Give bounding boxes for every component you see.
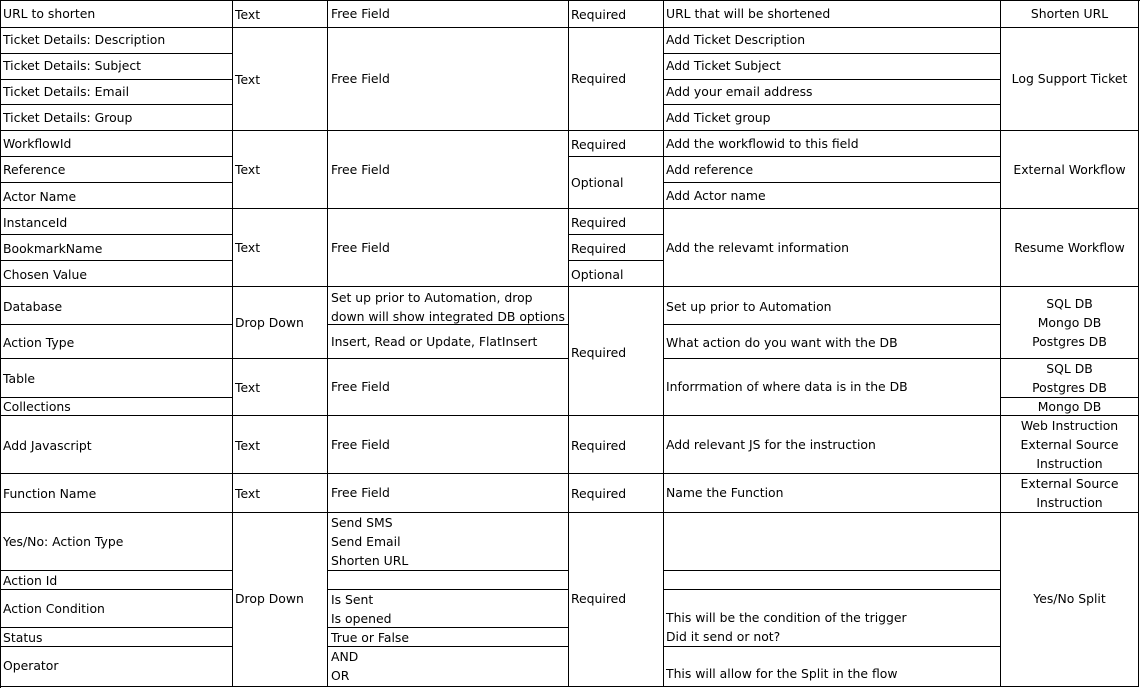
description-label: This will be the condition of the trigger [666, 610, 907, 625]
requirement-label: Required [571, 591, 627, 606]
description-label: Name the Function [666, 485, 784, 500]
node-label: Web Instruction [1020, 418, 1119, 433]
node-label: Mongo DB [1037, 315, 1102, 330]
cell-type[interactable] [233, 513, 328, 687]
input-label: True or False [331, 630, 409, 645]
cell-description[interactable] [664, 647, 1001, 687]
requirement-label: Required [571, 486, 627, 501]
field-label: Action Id [3, 573, 58, 588]
cell-type[interactable] [233, 28, 328, 131]
cell-requirement[interactable] [569, 209, 664, 235]
node-label: Log Support Ticket [1011, 71, 1128, 86]
cell-description[interactable] [664, 359, 1001, 416]
cell-field-chosen-value[interactable] [0, 261, 233, 287]
description-label: URL that will be shortened [666, 6, 831, 21]
field-label: Yes/No: Action Type [3, 534, 124, 549]
description-label: Add Actor name [666, 188, 766, 203]
node-label: SQL DB [1046, 361, 1093, 376]
input-label: Is Sent [331, 592, 374, 607]
input-label: Free Field [331, 240, 390, 255]
field-label: WorkflowId [3, 136, 72, 151]
cell-type[interactable] [233, 416, 328, 474]
cell-input[interactable] [328, 209, 569, 287]
field-label: Function Name [3, 486, 97, 501]
cell-field-ticket-email[interactable] [0, 80, 233, 105]
cell-field-action-type[interactable] [0, 325, 233, 359]
field-label: Operator [3, 658, 59, 673]
field-label: Ticket Details: Group [3, 110, 133, 125]
type-label: Drop Down [235, 591, 304, 606]
cell-input[interactable] [328, 359, 569, 416]
cell-description[interactable] [664, 54, 1001, 80]
cell-node[interactable] [1001, 287, 1139, 359]
requirement-label: Required [571, 345, 627, 360]
cell-field-function-name[interactable] [0, 474, 233, 513]
cell-field-ticket-subject[interactable] [0, 54, 233, 80]
type-label: Text [235, 7, 261, 22]
node-label: Postgres DB [1032, 334, 1107, 349]
field-label: Database [3, 299, 63, 314]
description-label: Add the workflowid to this field [666, 136, 859, 151]
field-label: Action Condition [3, 601, 105, 616]
description-label: Add reference [666, 162, 754, 177]
cell-field-add-javascript[interactable] [0, 416, 233, 474]
description-label: What action do you want with the DB [666, 335, 898, 350]
cell-type[interactable] [233, 474, 328, 513]
cell-field-reference[interactable] [0, 157, 233, 183]
cell-requirement[interactable] [569, 287, 664, 416]
description-label: Add relevant JS for the instruction [666, 437, 876, 452]
cell-requirement[interactable] [569, 261, 664, 287]
description-label: Add your email address [666, 84, 813, 99]
cell-field-bookmarkname[interactable] [0, 235, 233, 261]
cell-field-ticket-group[interactable] [0, 105, 233, 131]
cell-node[interactable] [1001, 359, 1139, 398]
cell-node[interactable] [1001, 0, 1139, 28]
type-label: Text [235, 486, 261, 501]
node-label: Postgres DB [1032, 380, 1107, 395]
cell-node[interactable] [1001, 131, 1139, 209]
cell-requirement[interactable] [569, 131, 664, 157]
requirement-label: Required [571, 438, 627, 453]
cell-node[interactable] [1001, 416, 1139, 474]
cell-description[interactable] [664, 157, 1001, 183]
description-label: This will allow for the Split in the flow [666, 666, 898, 681]
input-label: Free Field [331, 71, 390, 86]
cell-type[interactable] [233, 209, 328, 287]
description-label: Did it send or not? [666, 629, 781, 644]
node-label: External Source [1020, 476, 1119, 491]
cell-field-collections[interactable] [0, 398, 233, 416]
cell-description-empty[interactable] [664, 513, 1001, 571]
description-label: Add Ticket group [666, 110, 771, 125]
field-label: Ticket Details: Description [3, 32, 166, 47]
node-label: External Source [1020, 437, 1119, 452]
cell-description[interactable] [664, 416, 1001, 474]
cell-input[interactable] [328, 647, 569, 687]
requirement-label: Required [571, 137, 627, 152]
cell-field-operator[interactable] [0, 647, 233, 687]
cell-input[interactable] [328, 0, 569, 28]
node-label: Instruction [1036, 495, 1103, 510]
description-label: Add the relevamt information [666, 240, 850, 255]
field-label: Status [3, 630, 43, 645]
cell-field-action-condition[interactable] [0, 590, 233, 628]
cell-description[interactable] [664, 183, 1001, 209]
requirement-label: Required [571, 7, 627, 22]
cell-input[interactable] [328, 628, 569, 647]
field-label: URL to shorten [3, 6, 96, 21]
field-label: Action Type [3, 335, 75, 350]
cell-type[interactable] [233, 131, 328, 209]
description-label: Add Ticket Subject [666, 58, 781, 73]
description-label: Add Ticket Description [666, 32, 806, 47]
cell-type[interactable] [233, 359, 328, 416]
input-label: Shorten URL [331, 553, 409, 568]
cell-requirement[interactable] [569, 474, 664, 513]
cell-requirement[interactable] [569, 416, 664, 474]
cell-input-empty[interactable] [328, 571, 569, 590]
cell-type[interactable] [233, 287, 328, 359]
node-label: Resume Workflow [1014, 240, 1125, 255]
field-label: Collections [3, 399, 71, 414]
input-label: AND [331, 649, 359, 664]
input-label: Send SMS [331, 515, 393, 530]
input-label: Free Field [331, 6, 390, 21]
cell-description[interactable] [664, 209, 1001, 287]
input-label: Insert, Read or Update, FlatInsert [331, 334, 538, 349]
cell-field-status[interactable] [0, 628, 233, 647]
field-label: BookmarkName [3, 241, 103, 256]
input-label: Free Field [331, 437, 390, 452]
cell-input[interactable] [328, 590, 569, 628]
cell-input[interactable] [328, 474, 569, 513]
node-label: External Workflow [1013, 162, 1126, 177]
cell-requirement[interactable] [569, 513, 664, 687]
cell-description[interactable] [664, 474, 1001, 513]
cell-requirement[interactable] [569, 157, 664, 209]
cell-description[interactable] [664, 287, 1001, 325]
field-label: Table [3, 371, 36, 386]
field-label: Add Javascript [3, 438, 92, 453]
cell-description[interactable] [664, 590, 1001, 647]
type-label: Drop Down [235, 315, 304, 330]
type-label: Text [235, 72, 261, 87]
cell-description[interactable] [664, 0, 1001, 28]
cell-node[interactable] [1001, 209, 1139, 287]
node-label: Yes/No Split [1033, 591, 1106, 606]
cell-field-workflowid[interactable] [0, 131, 233, 157]
cell-field-url-to-shorten[interactable] [0, 0, 233, 28]
cell-node[interactable] [1001, 28, 1139, 131]
requirement-label: Required [571, 71, 627, 86]
type-label: Text [235, 162, 261, 177]
cell-input[interactable] [328, 287, 569, 325]
type-label: Text [235, 438, 261, 453]
cell-field-action-id[interactable] [0, 571, 233, 590]
cell-field-ticket-description[interactable] [0, 28, 233, 54]
cell-requirement[interactable] [569, 0, 664, 28]
cell-node[interactable] [1001, 398, 1139, 416]
type-label: Text [235, 380, 261, 395]
cell-description[interactable] [664, 28, 1001, 54]
input-label: Free Field [331, 485, 390, 500]
cell-requirement[interactable] [569, 28, 664, 131]
cell-node[interactable] [1001, 513, 1139, 687]
cell-field-yes-no-action-type[interactable] [0, 513, 233, 571]
input-label: OR [331, 668, 350, 683]
cell-description-empty[interactable] [664, 571, 1001, 590]
cell-field-table[interactable] [0, 359, 233, 398]
input-label: Send Email [331, 534, 401, 549]
field-label: Ticket Details: Subject [3, 58, 141, 73]
node-label: Shorten URL [1030, 6, 1109, 21]
node-label: Instruction [1036, 456, 1103, 471]
cell-type[interactable] [233, 0, 328, 28]
cell-input[interactable] [328, 416, 569, 474]
cell-description[interactable] [664, 325, 1001, 359]
cell-description[interactable] [664, 105, 1001, 131]
requirement-label: Required [571, 241, 627, 256]
field-label: Chosen Value [3, 267, 87, 282]
cell-field-instanceid[interactable] [0, 209, 233, 235]
cell-field-database[interactable] [0, 287, 233, 325]
cell-field-actor-name[interactable] [0, 183, 233, 209]
type-label: Text [235, 240, 261, 255]
cell-requirement[interactable] [569, 235, 664, 261]
field-label: InstanceId [3, 215, 68, 230]
cell-input[interactable] [328, 513, 569, 571]
cell-input[interactable] [328, 131, 569, 209]
input-label: down will show integrated DB options [331, 309, 565, 324]
field-label: Ticket Details: Email [3, 84, 130, 99]
requirement-label: Optional [571, 267, 624, 282]
cell-description[interactable] [664, 80, 1001, 105]
description-label: Set up prior to Automation [666, 299, 832, 314]
cell-description[interactable] [664, 131, 1001, 157]
node-label: Mongo DB [1037, 399, 1102, 414]
field-label: Actor Name [3, 189, 77, 204]
node-label: SQL DB [1046, 296, 1093, 311]
cell-input[interactable] [328, 325, 569, 359]
input-label: Is opened [331, 611, 392, 626]
field-label: Reference [3, 162, 66, 177]
requirement-label: Optional [571, 175, 624, 190]
input-label: Free Field [331, 162, 390, 177]
input-label: Free Field [331, 379, 390, 394]
description-label: Inforrmation of where data is in the DB [666, 379, 908, 394]
input-label: Set up prior to Automation, drop [331, 290, 533, 305]
cell-input[interactable] [328, 28, 569, 131]
cell-node[interactable] [1001, 474, 1139, 513]
requirement-label: Required [571, 215, 627, 230]
